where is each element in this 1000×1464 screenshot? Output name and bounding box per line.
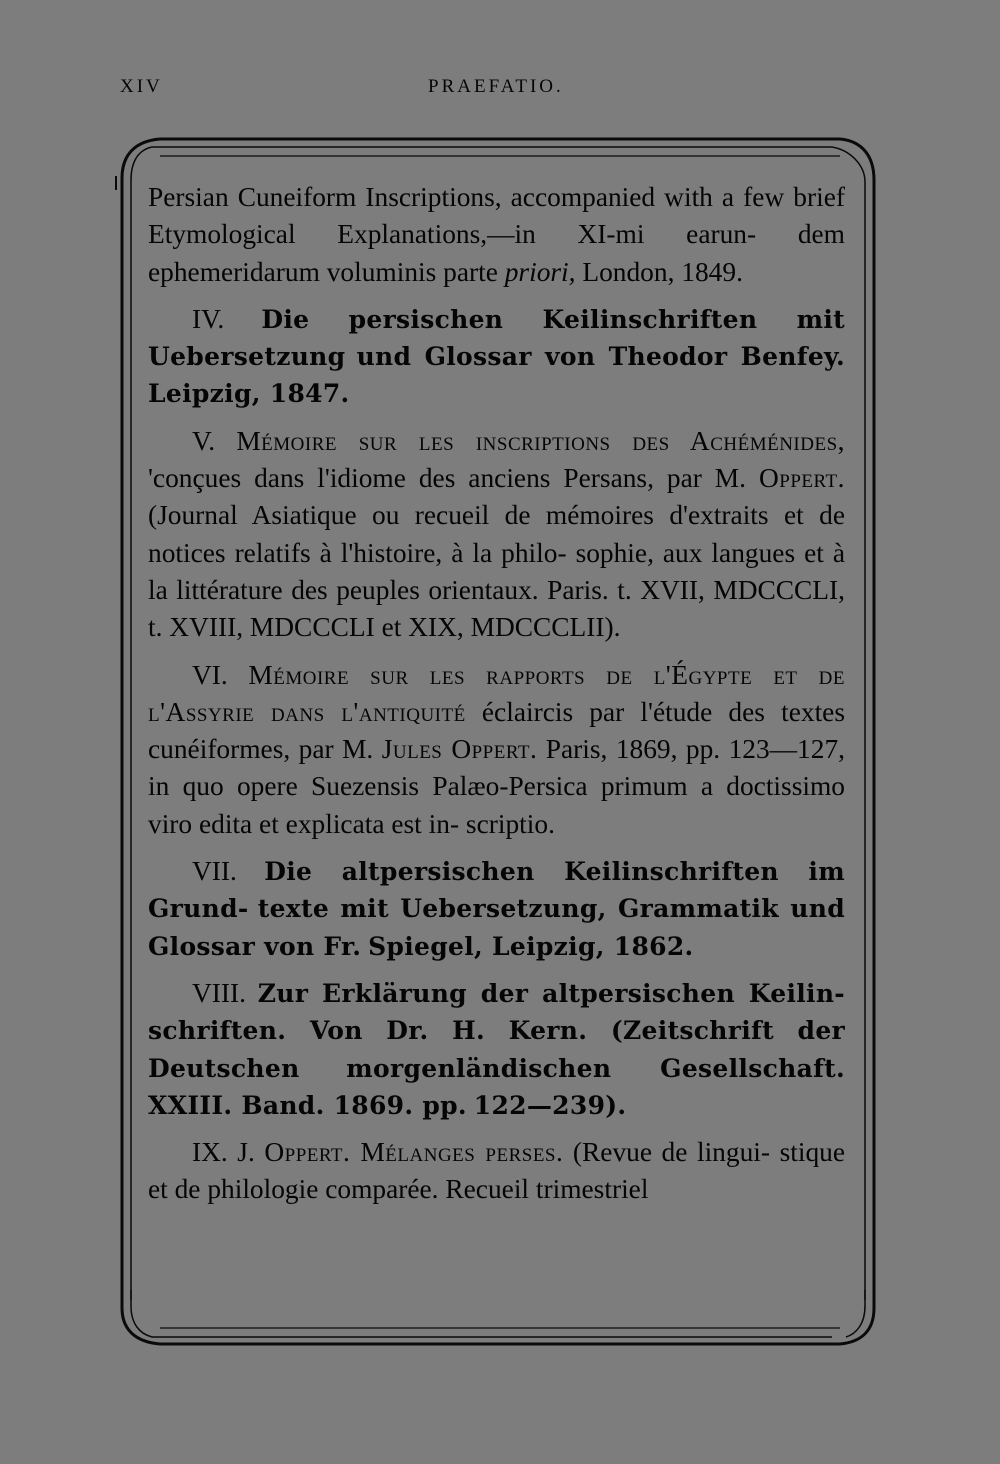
bibliography-text xyxy=(148,179,845,1209)
page-number: XIV xyxy=(120,76,163,97)
entry-v: V. Mémoire sur les inscriptions des Achéménides, 'conçues dans l'idiome des anciens Persans, par M. Oppert. (Journal Asiatique ou recueil de mémoires d'extraits et de notices relatifs à l'histoire, à la philo- sophie, aux langues et à la littérature des peuples orientaux. Paris. t. XVII, MDCCCLI, t. XVIII, MDCCCLI et XIX, MDCCCLII). xyxy=(148,425,845,643)
entry-vi: VI. Mémoire sur les rapports de l'Égypte et de l'Assyrie dans l'antiquité éclaircis par l'étude des textes cunéiformes, par M. Jules Oppert. Paris, 1869, pp. 123—127, in quo opere Suezensis Palæo-Persica primum a doctissimo viro edita et explicata est in- scriptio. xyxy=(148,659,845,839)
entry-continued: Persian Cuneiform Inscriptions, accompanied with a few brief Etymological Explanations,—in XI-mi earun- dem ephemeridarum voluminis parte priori, London, 1849. xyxy=(148,182,845,287)
entry-ix: IX. J. Oppert. Mélanges perses. (Revue de lingui- stique et de philologie comparée. Recueil trimestriel xyxy=(148,1137,845,1205)
running-title: PRAEFATIO. xyxy=(428,76,564,97)
entry-iv: IV. Die persischen Keilinschriften mit Uebersetzung und Glossar von Theodor Benfey. Leipzig, 1847. xyxy=(148,303,845,409)
entry-vii: VII. Die altpersischen Keilinschriften im Grund- texte mit Uebersetzung, Grammatik und Glossar von Fr. Spiegel, Leipzig, 1862. xyxy=(148,856,845,961)
entry-viii: VIII. Zur Erklärung der altpersischen Keilin- schriften. Von Dr. H. Kern. (Zeitschrift der Deutschen morgenländischen Gesellschaft. XXIII. Band. 1869. pp. 122—239). xyxy=(148,977,845,1120)
